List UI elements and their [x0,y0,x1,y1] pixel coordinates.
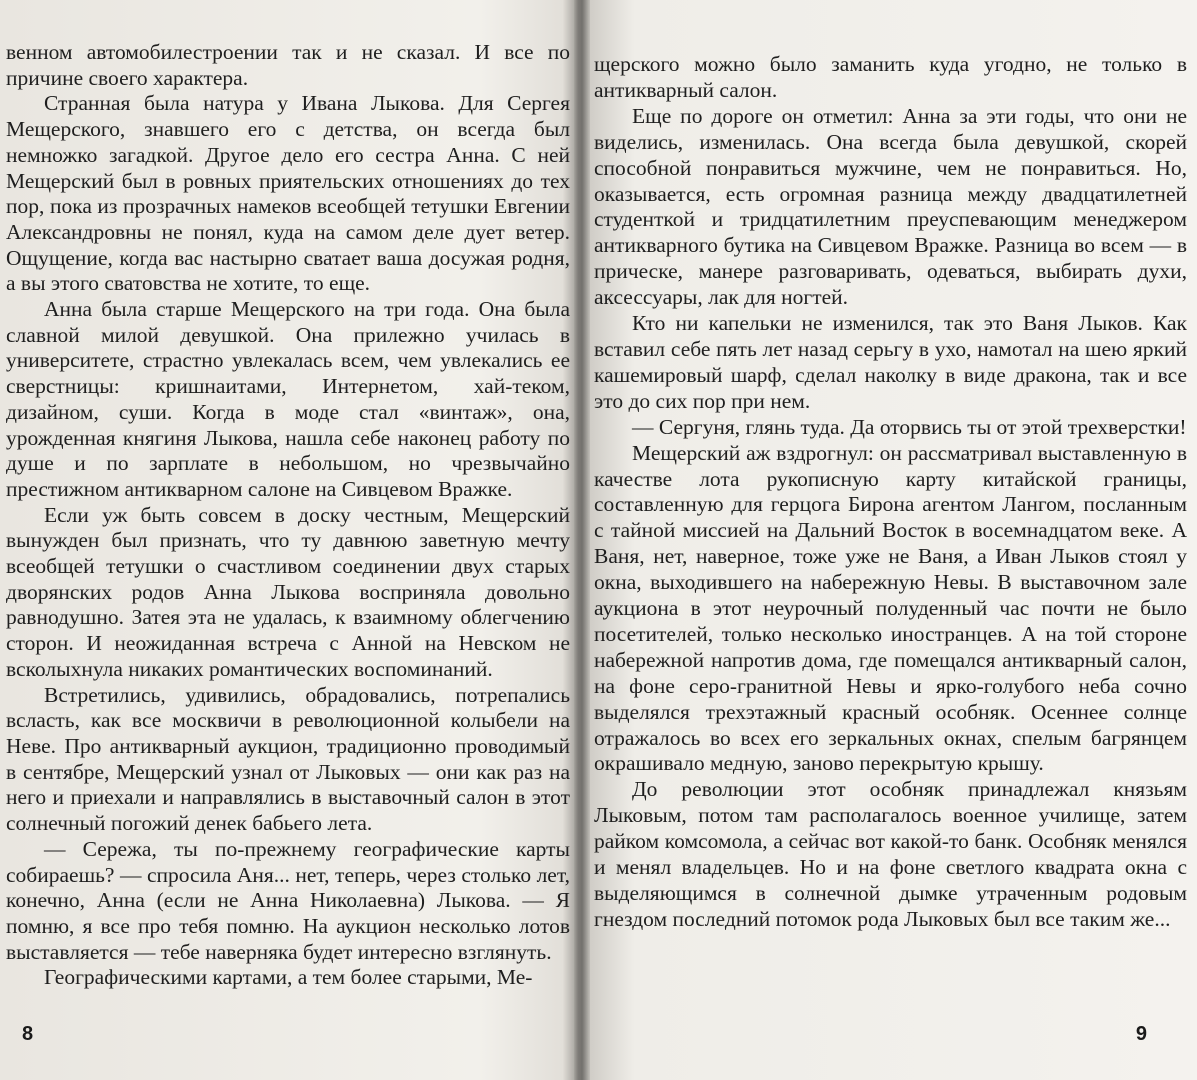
page-number-right: 9 [1135,1023,1147,1045]
paragraph: До революции этот особняк принадлежал князьям Лыковым, потом там располагалось военное училище, затем райком комсомола, а сейчас вот какой-то банк. Особняк менялся и менял владельцев. Но и на фоне светлого квадрата окна с выделяющимся в солнечной дымке утраченным родовым гнездом последний потомок рода Лыковых был все таким же... [594,777,1187,931]
paragraph: Кто ни капельки не изменился, так это Ваня Лыков. Как вставил себе пять лет назад серьгу в ухо, намотал на шею яркий кашемировый шарф, сделал наколку в виде дракона, так и все это до сих пор при нем. [594,311,1187,413]
paragraph: — Сергуня, глянь туда. Да оторвись ты от этой трехверстки! [632,414,1187,439]
paragraph: Мещерский аж вздрогнул: он рассматривал выставленную в качестве лота рукописную карту китайской границы, составленную для герцога Бирона агентом Лангом, посланным с тайной миссией на Дальний Восток в восемнадцатом веке. А Ваня, нет, наверное, тоже уже не Ваня, а Иван Лыков стоял у окна, выходившего на набережную Невы. В выставочном зале аукциона в этот неурочный полуденный час почти не было посетителей, только несколько иностранцев. А на той стороне набережной напротив дома, где помещался антикварный салон, на фоне серо-гранитной Невы и ярко-голубого неба сочно выделялся трехэтажный красный особняк. Осеннее солнце отражалось во всех его зеркальных окнах, спелым багрянцем окрашивало медную, заново перекрытую крышу. [594,440,1187,776]
paragraph: венном автомобилестроении так и не сказал. И все по причине своего характера. [6,40,570,90]
paragraph: щерского можно было заманить куда угодно, не только в антикварный салон. [594,52,1187,102]
right-page [588,0,1197,1080]
paragraph: Если уж быть совсем в доску честным, Мещерский вынужден был признать, что ту давнюю заветную мечту всеобщей тетушки о счастливом соединении двух старых дворянских родов Анна Лыкова восприняла довольно равнодушно. Затея эта не удалась, к взаимному облегчению сторон. И неожиданная встреча с Анной на Невском не всколыхнула никаких романтических воспоминаний. [6,502,570,681]
left-page-text [6,40,570,991]
paragraph: Анна была старше Мещерского на три года. Она была славной милой девушкой. Она прилежно училась в университете, страстно увлекалась всем, чем увлекались ее сверстницы: кришнаитами, Интернетом, хай-теком, дизайном, суши. Когда в моде стал «винтаж», она, урожденная княгиня Лыкова, нашла себе наконец работу по душе и по зарплате в небольшом, но чрезвычайно престижном антикварном салоне на Сивцевом Вражке. [6,297,570,501]
paragraph: Географическими картами, а тем более старыми, Ме- [44,965,533,990]
paragraph: — Сережа, ты по-прежнему географические карты собираешь? — спросила Аня... нет, теперь, через столько лет, конечно, Анна (если не Анна Николаевна) Лыкова. — Я помню, я все про тебя помню. На аукцион несколько лотов выставляется — тебе наверняка будет интересно взглянуть. [6,836,570,964]
paragraph: Встретились, удивились, обрадовались, потрепались всласть, как все москвичи в революционной колыбели на Неве. Про антикварный аукцион, традиционно проводимый в сентябре, Мещерский узнал от Лыковых — они как раз на него и приехали и направлялись в выставочный салон в этот солнечный погожий денек бабьего лета. [6,682,570,836]
paragraph: Странная была натура у Ивана Лыкова. Для Сергея Мещерского, знавшего его с детства, он всегда был немножко загадкой. Другое дело его сестра Анна. С ней Мещерский был в ровных приятельских отношениях до тех пор, пока из прозрачных намеков всеобщей тетушки Евгении Александровны не понял, куда на самом деле дует ветер. Ощущение, когда вас настырно сватает ваша досужая родня, а вы этого сватовства не хотите, то еще. [6,91,570,296]
right-page-text [594,52,1187,933]
left-page [0,0,578,1080]
page-number-left: 8 [22,1023,34,1045]
paragraph: Еще по дороге он отметил: Анна за эти годы, что они не виделись, изменилась. Она всегда была девушкой, скорей способной понравиться мужчине, чем не понравиться. Но, оказывается, есть огромная разница между двадцатилетней студенткой и тридцатилетним преуспевающим менеджером антикварного бутика на Сивцевом Вражке. Разница во всем — в прическе, манере разговаривать, одеваться, выбирать духи, аксессуары, лак для ногтей. [594,103,1187,310]
